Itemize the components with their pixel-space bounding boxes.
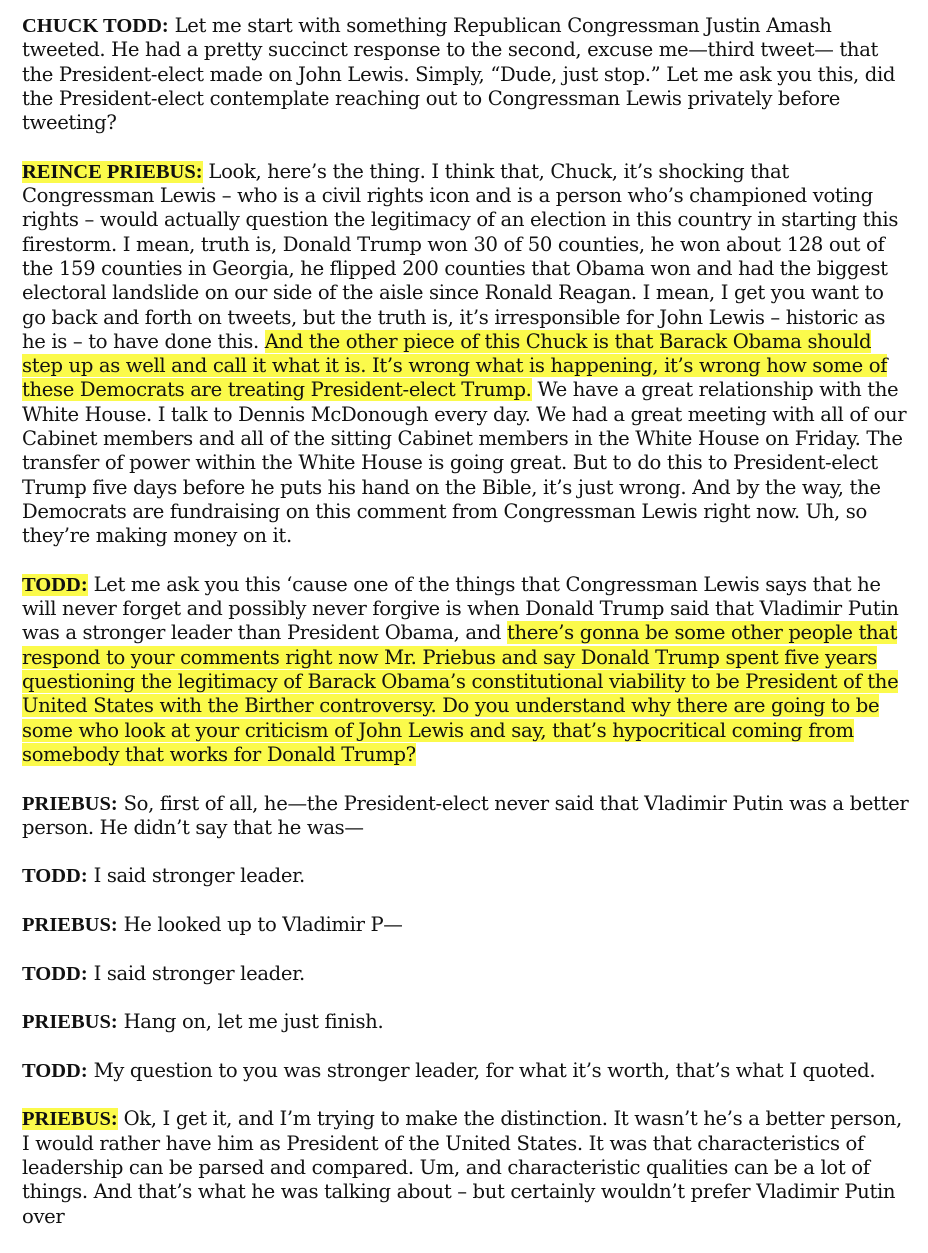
highlighted-text: And the other piece of this Chuck is that Barack Obama should step up as well and call it what it is. It’s wrong what is happening, it’s wrong how some of these Democrats are treating President-elect Trump. — [22, 329, 888, 402]
speaker-label-highlighted: TODD: — [22, 573, 88, 596]
paragraph-text: Ok, I get it, and I’m trying to make the distinction. It wasn’t he’s a better person, I would rather have him as President of the United States. It was that characteristics of leadership can be parsed and compared. Um, and characteristic qualities can be a lot of things. And that’s what he was talking about – but certainly wouldn’t prefer Vladimir Putin over — [22, 1107, 902, 1228]
transcript-paragraph — [22, 913, 912, 937]
paragraph-text: Let me ask you this ‘cause one of the things that Congressman Lewis says that he will never forget and possibly never forgive is when Donald Trump said that Vladimir Putin was a stronger leader than President Obama, and — [22, 572, 899, 645]
paragraph-text: Hang on, let me just finish. — [117, 1010, 384, 1034]
transcript-paragraph — [22, 1107, 912, 1228]
speaker-label: TODD: — [22, 865, 88, 888]
transcript-paragraph — [22, 14, 912, 135]
speaker-label: TODD: — [22, 1059, 88, 1082]
transcript-paragraph — [22, 1059, 912, 1083]
speaker-label: CHUCK TODD: — [22, 15, 169, 37]
speaker-label: PRIEBUS: — [22, 792, 118, 815]
highlighted-text: there’s gonna be some other people that respond to your comments right now Mr. Priebus and say Donald Trump spent five years questioning the legitimacy of Barack Obama’s constitutional viability to be President of the United States with the Birther controversy. Do you understand why there are going to be some who look at your criticism of John Lewis and say, that’s hypocritical coming from somebody that works for Donald Trump? — [22, 621, 899, 766]
speaker-label-highlighted: REINCE PRIEBUS: — [22, 160, 203, 183]
speaker-label: PRIEBUS: — [22, 913, 118, 936]
paragraph-text: My question to you was stronger leader, for what it’s worth, that’s what I quoted. — [87, 1058, 876, 1082]
paragraph-text: He looked up to Vladimir P— — [117, 912, 403, 936]
transcript-paragraph — [22, 962, 912, 986]
paragraph-text: Look, here’s the thing. I think that, Chuck, it’s shocking that Congressman Lewis – who is a civil rights icon and is a person who’s championed voting rights – would actually question the legitimacy of an election in this country in starting this firestorm. I mean, truth is, Donald Trump won 30 of 50 counties, he won about 128 out of the 159 counties in Georgia, he flipped 200 counties that Obama won and had the biggest electoral landslide on our side of the aisle since Ronald Reagan. I mean, I get you want to go back and forth on tweets, but the truth is, it’s irresponsible for John Lewis – historic as he is – to have done this. — [22, 159, 899, 353]
paragraph-text: Let me start with something Republican Congressman Justin Amash tweeted. He had a pretty succinct response to the second, excuse me—third tweet— that the President-elect made on John Lewis. Simply, “Dude, just stop.” Let me ask you this, did the President-elect contemplate reaching out to Congressman Lewis privately before tweeting? — [22, 14, 896, 135]
paragraph-text: So, first of all, he—the President-elect never said that Vladimir Putin was a better person. He didn’t say that he was— — [22, 791, 909, 839]
transcript-paragraph — [22, 1010, 912, 1034]
transcript-paragraph — [22, 160, 912, 549]
speaker-label: TODD: — [22, 962, 88, 985]
transcript-paragraph — [22, 864, 912, 888]
paragraph-text: I said stronger leader. — [87, 961, 305, 985]
paragraph-text: I said stronger leader. — [87, 864, 305, 888]
paragraph-text: We have a great relationship with the White House. I talk to Dennis McDonough every day. We had a great meeting with all of our Cabinet members and all of the sitting Cabinet members in the White House on Friday. The transfer of power within the White House is going great. But to do this to President-elect Trump five days before he puts his hand on the Bible, it’s just wrong. And by the way, the Democrats are fundraising on this comment from Congressman Lewis right now. Uh, so they’re making money on it. — [22, 378, 907, 548]
transcript-paragraph — [22, 792, 912, 841]
speaker-label: PRIEBUS: — [22, 1011, 118, 1034]
transcript-paragraph — [22, 573, 912, 767]
speaker-label-highlighted: PRIEBUS: — [22, 1108, 118, 1131]
transcript-page — [22, 14, 912, 1253]
